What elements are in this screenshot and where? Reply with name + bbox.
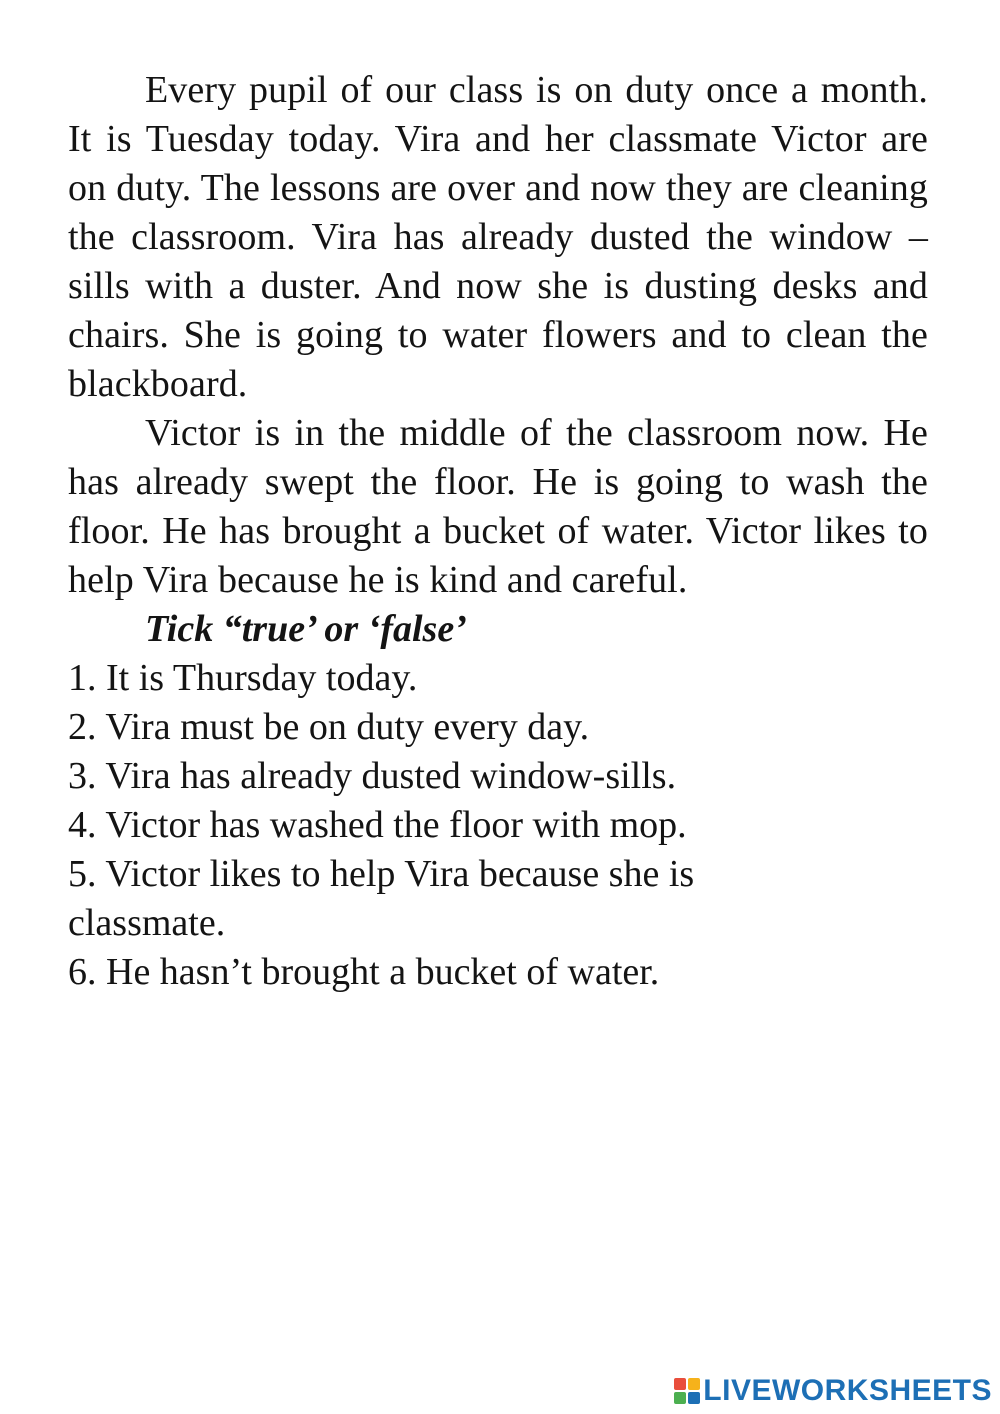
- question-text: Victor likes to help Vira because she is classmate.: [68, 853, 695, 944]
- worksheet-page: [68, 66, 928, 997]
- question-number: 1.: [68, 657, 97, 699]
- logo-square-green: [674, 1392, 686, 1404]
- question-text: Vira has already dusted window-sills.: [105, 755, 677, 797]
- question-item-3: [68, 752, 788, 801]
- reading-paragraph-2: Victor is in the middle of the classroom now. He has already swept the floor. He is going to wash the floor. He has brought a bucket of water. Victor likes to help Vira because he is kind and careful.: [68, 412, 928, 601]
- question-item-1: [68, 654, 788, 703]
- exercise-instruction: Tick “true’ or ‘false’: [145, 608, 467, 650]
- question-number: 4.: [68, 804, 97, 846]
- question-number: 3.: [68, 755, 97, 797]
- question-item-6: [68, 948, 788, 997]
- liveworksheets-watermark: [674, 1374, 992, 1408]
- question-list: [68, 654, 928, 997]
- question-text: Vira must be on duty every day.: [105, 706, 590, 748]
- question-number: 2.: [68, 706, 97, 748]
- liveworksheets-logo-icon: [674, 1378, 700, 1404]
- watermark-text: LIVEWORKSHEETS: [703, 1374, 992, 1407]
- question-item-5: [68, 850, 788, 948]
- question-text: He hasn’t brought a bucket of water.: [106, 951, 660, 993]
- logo-square-blue: [688, 1392, 700, 1404]
- question-item-4: [68, 801, 788, 850]
- logo-square-red: [674, 1378, 686, 1390]
- question-text: It is Thursday today.: [106, 657, 418, 699]
- question-text: Victor has washed the floor with mop.: [105, 804, 687, 846]
- question-number: 5.: [68, 853, 97, 895]
- logo-square-yellow: [688, 1378, 700, 1390]
- question-number: 6.: [68, 951, 97, 993]
- reading-paragraph-1: Every pupil of our class is on duty once a month. It is Tuesday today. Vira and her classmate Victor are on duty. The lessons are over and now they are cleaning the classroom. Vira has already dusted the window –sills with a duster. And now she is dusting desks and chairs. She is going to water flowers and to clean the blackboard.: [68, 69, 928, 405]
- question-item-2: [68, 703, 788, 752]
